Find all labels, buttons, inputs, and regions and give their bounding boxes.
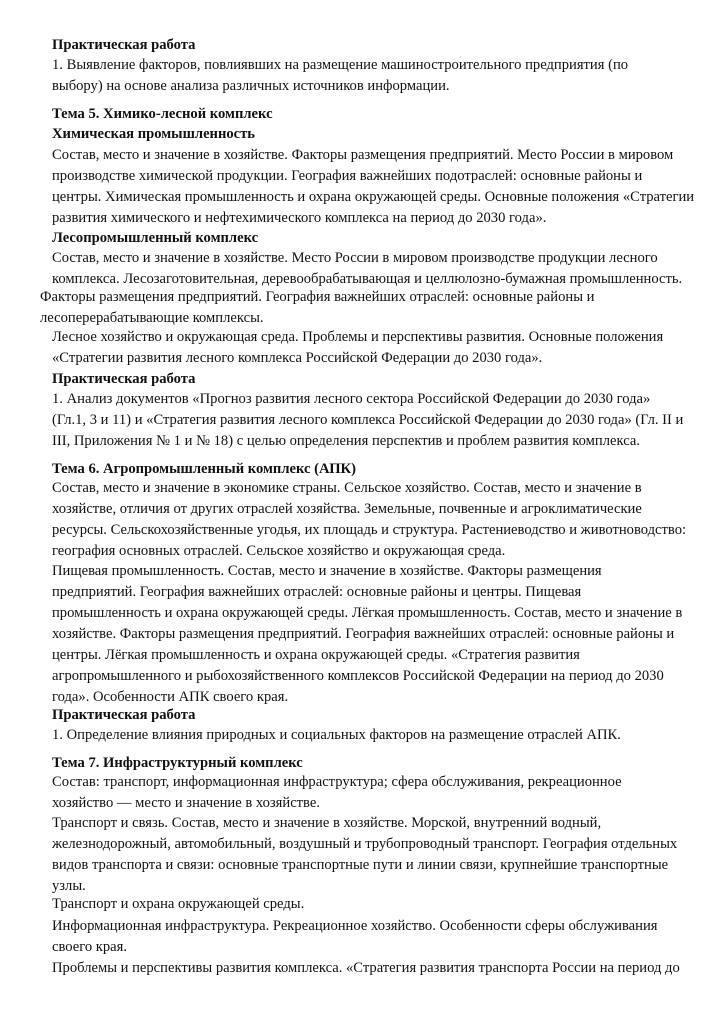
paragraph: Состав, место и значение в хозяйстве. Место России в мировом производстве продукции лесного комплекса. Лесозаготовительная, деревообрабатывающая и целлюлозно-бумажная промышленность. [52, 250, 683, 287]
paragraph: Состав, место и значение в экономике страны. Сельское хозяйство. Состав, место и значение в хозяйстве, отличия от других отраслей хозяйства. Земельные, почвенные и агроклиматические ресурсы. Сельскохозяйственные угодья, их площадь и структура. Растениеводство и животноводство: география основных отраслей. Сельское хозяйство и окружающая среда. [52, 480, 687, 559]
paragraph: Лесное хозяйство и окружающая среда. Проблемы и перспективы развития. Основные положения «Стратегии развития лесного комплекса Российской Федерации до 2030 года». [52, 329, 664, 366]
paragraph: 1. Определение влияния природных и социальных факторов на размещение отраслей АПК. [52, 727, 621, 743]
paragraph: 1. Анализ документов «Прогноз развития лесного сектора Российской Федерации до 2030 года» (Гл.1, 3 и 11) и «Стратегия развития лесного комплекса Российской Федерации до 2030 года» (Гл. II и III, Приложения № 1 и № 18) с целью определения перспектив и проблем развития комплекса. [52, 391, 684, 449]
paragraph: Транспорт и связь. Состав, место и значение в хозяйстве. Морской, внутренний водный, железнодорожный, автомобильный, воздушный и трубопроводный транспорт. География отдельных видов транспорта и связи: основные транспортные пути и линии связи, крупнейшие транспортные узлы. [52, 815, 678, 894]
heading-topic-5: Тема 5. Химико-лесной комплекс [52, 106, 273, 122]
paragraph: Состав: транспорт, информационная инфраструктура; сфера обслуживания, рекреационное хозяйство — место и значение в хозяйстве. [52, 774, 622, 811]
heading-practical-work-3: Практическая работа [52, 707, 196, 723]
paragraph: Транспорт и охрана окружающей среды. [52, 896, 305, 912]
heading-practical-work-2: Практическая работа [52, 371, 196, 387]
heading-topic-6: Тема 6. Агропромышленный комплекс (АПК) [52, 461, 356, 477]
heading-practical-work-1: Практическая работа [52, 37, 196, 53]
heading-topic-7: Тема 7. Инфраструктурный комплекс [52, 755, 303, 771]
paragraph: Пищевая промышленность. Состав, место и значение в хозяйстве. Факторы размещения предприятий. География важнейших отраслей: основные районы и центры. Пищевая промышленность и охрана окружающей среды. Лёгкая промышленность. Состав, место и значение в хозяйстве. Факторы размещения предприятий. География важнейших отраслей: основные районы и центры. Лёгкая промышленность и охрана окружающей среды. «Стратегия развития агропромышленного и рыбохозяйственного комплексов Российской Федерации на период до 2030 года». Особенности АПК своего края. [52, 563, 683, 705]
paragraph: Проблемы и перспективы развития комплекса. «Стратегия развития транспорта России на период до [52, 960, 680, 976]
heading-chemical-industry: Химическая промышленность [52, 126, 256, 142]
paragraph: Информационная инфраструктура. Рекреационное хозяйство. Особенности сферы обслуживания своего края. [52, 918, 658, 955]
heading-forest-complex: Лесопромышленный комплекс [52, 230, 259, 246]
paragraph: 1. Выявление факторов, повлиявших на размещение машиностроительного предприятия (по выбору) на основе анализа различных источников информации. [52, 57, 629, 94]
paragraph: Состав, место и значение в хозяйстве. Факторы размещения предприятий. Место России в мировом производстве химической продукции. География важнейших подотраслей: основные районы и центры. Химическая промышленность и охрана окружающей среды. Основные положения «Стратегии развития химического и нефтехимического комплекса на период до 2030 года». [52, 147, 695, 226]
paragraph: Факторы размещения предприятий. География важнейших отраслей: основные районы и лесоперерабатывающие комплексы. [40, 289, 595, 326]
